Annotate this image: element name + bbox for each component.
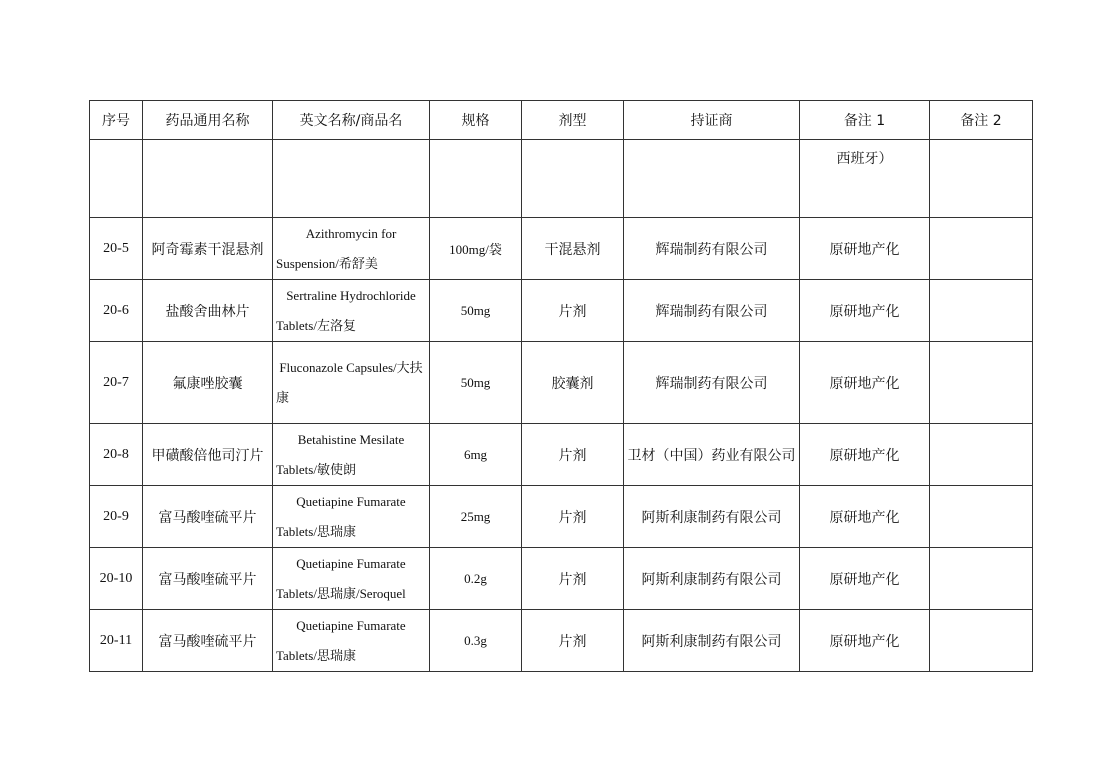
specification-cell: 0.2g xyxy=(430,548,522,610)
serial-number-cell: 20-5 xyxy=(90,218,143,280)
table-row xyxy=(90,342,1033,424)
serial-number-cell: 20-11 xyxy=(90,610,143,672)
license-holder-cell: 阿斯利康制药有限公司 xyxy=(624,610,800,672)
english-trade-name-cell: Quetiapine Fumarate Tablets/思瑞康 xyxy=(273,486,430,548)
remark-2-cell xyxy=(930,548,1033,610)
license-holder-cell: 阿斯利康制药有限公司 xyxy=(624,548,800,610)
serial-number-cell: 20-7 xyxy=(90,342,143,424)
drug-list-table xyxy=(89,100,1033,672)
remark-1-cell: 原研地产化 xyxy=(800,342,930,424)
specification-cell: 0.3g xyxy=(430,610,522,672)
table-cell xyxy=(273,140,430,218)
remark-2-cell xyxy=(930,486,1033,548)
remark-2-cell xyxy=(930,280,1033,342)
specification-cell: 50mg xyxy=(430,342,522,424)
table-header-row xyxy=(90,101,1033,140)
remark-1-cell: 原研地产化 xyxy=(800,548,930,610)
remark-1-cell: 原研地产化 xyxy=(800,486,930,548)
dosage-form-cell: 干混悬剂 xyxy=(522,218,624,280)
table-row xyxy=(90,218,1033,280)
remark-1-cell: 原研地产化 xyxy=(800,610,930,672)
header-dosage-form: 剂型 xyxy=(522,101,624,140)
license-holder-cell: 辉瑞制药有限公司 xyxy=(624,342,800,424)
english-trade-name-cell: Azithromycin for Suspension/希舒美 xyxy=(273,218,430,280)
specification-cell: 6mg xyxy=(430,424,522,486)
table-row xyxy=(90,280,1033,342)
specification-cell: 50mg xyxy=(430,280,522,342)
dosage-form-cell: 片剂 xyxy=(522,548,624,610)
table-row xyxy=(90,610,1033,672)
remark-2-cell xyxy=(930,218,1033,280)
english-trade-name-cell: Betahistine Mesilate Tablets/敏使朗 xyxy=(273,424,430,486)
license-holder-cell: 辉瑞制药有限公司 xyxy=(624,280,800,342)
english-trade-name-cell: Fluconazole Capsules/大扶康 xyxy=(273,342,430,424)
license-holder-cell: 阿斯利康制药有限公司 xyxy=(624,486,800,548)
english-trade-name-cell: Sertraline Hydrochloride Tablets/左洛复 xyxy=(273,280,430,342)
header-remark-1: 备注 1 xyxy=(800,101,930,140)
serial-number-cell: 20-6 xyxy=(90,280,143,342)
specification-cell: 100mg/袋 xyxy=(430,218,522,280)
remark-1-cell: 原研地产化 xyxy=(800,280,930,342)
remark-1-cell: 原研地产化 xyxy=(800,424,930,486)
header-specification: 规格 xyxy=(430,101,522,140)
table-cell xyxy=(930,140,1033,218)
generic-name-cell: 富马酸喹硫平片 xyxy=(143,548,273,610)
table-row xyxy=(90,548,1033,610)
license-holder-cell: 辉瑞制药有限公司 xyxy=(624,218,800,280)
dosage-form-cell: 胶囊剂 xyxy=(522,342,624,424)
generic-name-cell: 阿奇霉素干混悬剂 xyxy=(143,218,273,280)
header-remark-2: 备注 2 xyxy=(930,101,1033,140)
serial-number-cell: 20-10 xyxy=(90,548,143,610)
table-cell xyxy=(522,140,624,218)
remark-2-cell xyxy=(930,610,1033,672)
continuation-remark-1: 西班牙） xyxy=(800,140,930,218)
remark-2-cell xyxy=(930,342,1033,424)
continuation-row xyxy=(90,140,1033,218)
generic-name-cell: 盐酸舍曲林片 xyxy=(143,280,273,342)
table-cell xyxy=(624,140,800,218)
table-row xyxy=(90,424,1033,486)
header-generic-name: 药品通用名称 xyxy=(143,101,273,140)
specification-cell: 25mg xyxy=(430,486,522,548)
table-cell xyxy=(430,140,522,218)
serial-number-cell: 20-9 xyxy=(90,486,143,548)
dosage-form-cell: 片剂 xyxy=(522,486,624,548)
dosage-form-cell: 片剂 xyxy=(522,610,624,672)
dosage-form-cell: 片剂 xyxy=(522,280,624,342)
header-license-holder: 持证商 xyxy=(624,101,800,140)
serial-number-cell: 20-8 xyxy=(90,424,143,486)
generic-name-cell: 富马酸喹硫平片 xyxy=(143,486,273,548)
table-cell xyxy=(143,140,273,218)
table-row xyxy=(90,486,1033,548)
generic-name-cell: 甲磺酸倍他司汀片 xyxy=(143,424,273,486)
license-holder-cell: 卫材（中国）药业有限公司 xyxy=(624,424,800,486)
remark-1-cell: 原研地产化 xyxy=(800,218,930,280)
header-serial-number: 序号 xyxy=(90,101,143,140)
remark-2-cell xyxy=(930,424,1033,486)
table-cell xyxy=(90,140,143,218)
generic-name-cell: 氟康唑胶囊 xyxy=(143,342,273,424)
english-trade-name-cell: Quetiapine Fumarate Tablets/思瑞康/Seroquel xyxy=(273,548,430,610)
generic-name-cell: 富马酸喹硫平片 xyxy=(143,610,273,672)
header-english-trade-name: 英文名称/商品名 xyxy=(273,101,430,140)
english-trade-name-cell: Quetiapine Fumarate Tablets/思瑞康 xyxy=(273,610,430,672)
dosage-form-cell: 片剂 xyxy=(522,424,624,486)
